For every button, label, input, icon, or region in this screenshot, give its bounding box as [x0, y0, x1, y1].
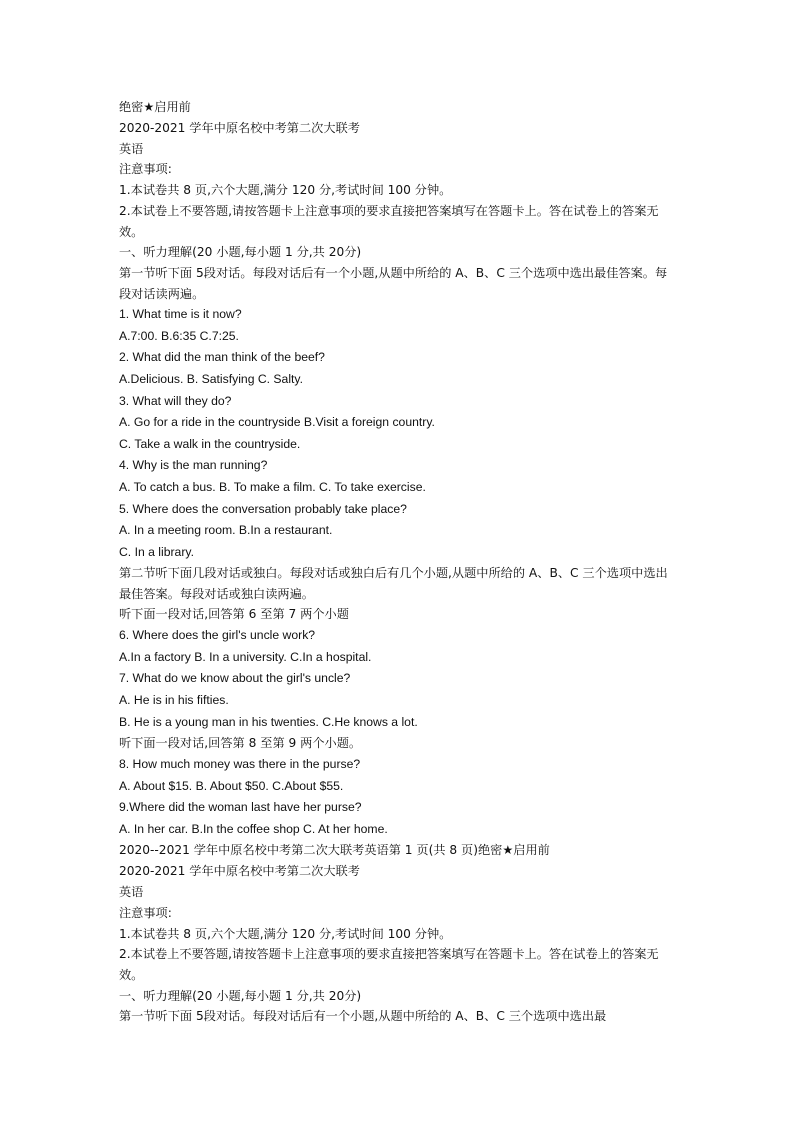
- text-line-25: 7. What do we know about the girl's uncle?: [119, 671, 351, 686]
- text-line-6: 2.本试卷上不要答题,请按答题卡上注意事项的要求直接把答案填写在答题卡上。答在试卷上的答案无效。: [119, 203, 659, 239]
- text-line-15: C. Take a walk in the countryside.: [119, 436, 301, 451]
- text-line-3: 英语: [119, 141, 144, 156]
- document-body: [119, 97, 679, 1027]
- text-line-12: A.Delicious. B. Satisfying C. Salty.: [119, 371, 304, 386]
- text-line-7: 一、听力理解(20 小题,每小题 1 分,共 20分): [119, 245, 362, 260]
- text-line-9: 1. What time is it now?: [119, 307, 242, 322]
- text-line-2: 2020-2021 学年中原名校中考第二次大联考: [119, 120, 360, 135]
- text-line-31: 9.Where did the woman last have her purse?: [119, 800, 362, 815]
- text-line-17: A. To catch a bus. B. To make a film. C. To take exercise.: [119, 479, 426, 494]
- text-line-4: 注意事项:: [119, 162, 172, 177]
- text-line-28: 听下面一段对话,回答第 8 至第 9 两个小题。: [119, 736, 362, 751]
- text-line-20: C. In a library.: [119, 544, 194, 559]
- text-line-38: 2.本试卷上不要答题,请按答题卡上注意事项的要求直接把答案填写在答题卡上。答在试卷上的答案无效。: [119, 947, 659, 982]
- text-line-8: 第一节听下面 5段对话。每段对话后有一个小题,从题中所给的 A、B、C 三个选项中选出最佳答案。每段对话读两遍。: [119, 265, 668, 301]
- text-line-10: A.7:00. B.6:35 C.7:25.: [119, 328, 239, 343]
- text-line-22: 听下面一段对话,回答第 6 至第 7 两个小题: [119, 607, 349, 622]
- text-line-35: 英语: [119, 885, 144, 899]
- text-line-29: 8. How much money was there in the purse?: [119, 757, 361, 772]
- text-line-33: 2020--2021 学年中原名校中考第二次大联考英语第 1 页(共 8 页)绝密★启用前: [119, 843, 550, 858]
- text-line-34: 2020-2021 学年中原名校中考第二次大联考: [119, 864, 360, 879]
- text-line-37: 1.本试卷共 8 页,六个大题,满分 120 分,考试时间 100 分钟。: [119, 926, 452, 941]
- text-line-39: 一、听力理解(20 小题,每小题 1 分,共 20分): [119, 988, 362, 1003]
- text-line-13: 3. What will they do?: [119, 393, 232, 408]
- text-line-16: 4. Why is the man running?: [119, 458, 268, 473]
- text-line-32: A. In her car. B.In the coffee shop C. At her home.: [119, 821, 388, 836]
- text-line-11: 2. What did the man think of the beef?: [119, 350, 325, 365]
- text-line-19: A. In a meeting room. B.In a restaurant.: [119, 523, 333, 538]
- text-line-26: A. He is in his fifties.: [119, 693, 229, 708]
- text-line-40: 第一节听下面 5段对话。每段对话后有一个小题,从题中所给的 A、B、C 三个选项中选出最: [119, 1009, 607, 1024]
- text-line-21: 第二节听下面几段对话或独白。每段对话或独白后有几个小题,从题中所给的 A、B、C 三个选项中选出最佳答案。每段对话或独白读两遍。: [119, 566, 668, 601]
- text-line-30: A. About $15. B. About $50. C.About $55.: [119, 778, 344, 793]
- text-line-1: 绝密★启用前: [119, 100, 191, 114]
- text-line-5: 1.本试卷共 8 页,六个大题,满分 120 分,考试时间 100 分钟。: [119, 183, 452, 198]
- text-line-27: B. He is a young man in his twenties. C.He knows a lot.: [119, 714, 418, 729]
- text-line-14: A. Go for a ride in the countryside B.Visit a foreign country.: [119, 415, 435, 430]
- text-line-18: 5. Where does the conversation probably take place?: [119, 501, 407, 516]
- text-line-24: A.In a factory B. In a university. C.In a hospital.: [119, 649, 372, 664]
- text-line-23: 6. Where does the girl's uncle work?: [119, 628, 316, 643]
- text-line-36: 注意事项:: [119, 905, 172, 920]
